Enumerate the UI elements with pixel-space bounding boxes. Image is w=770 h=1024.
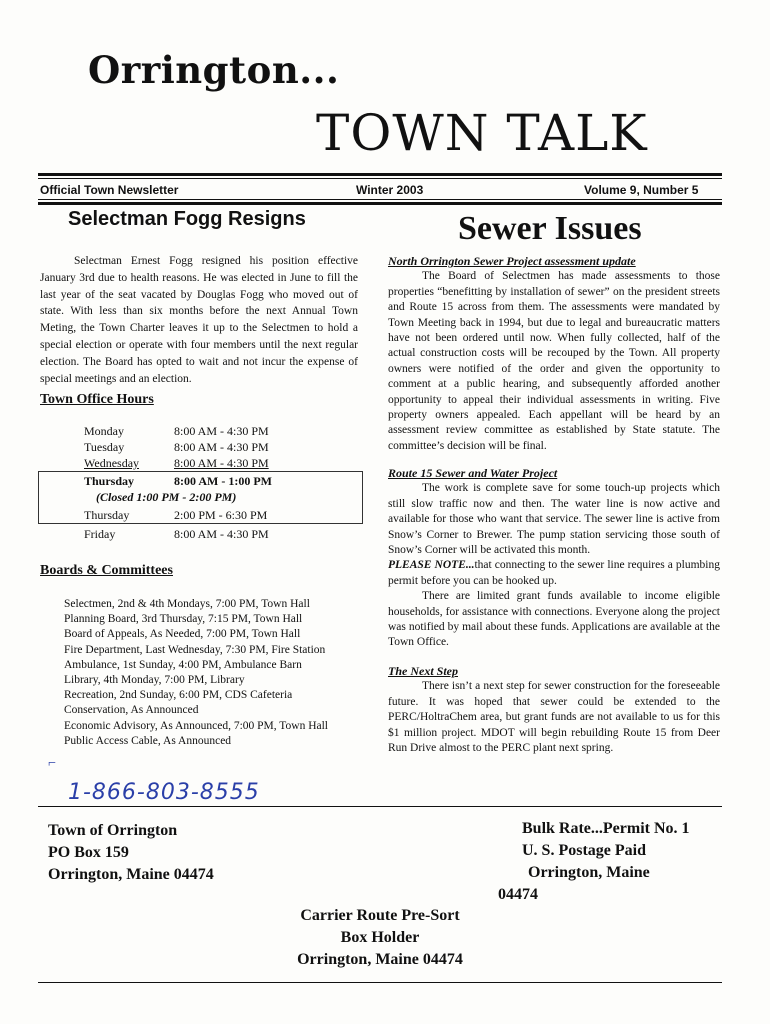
sewer-section-3 bbox=[388, 664, 720, 756]
please-note-paragraph bbox=[388, 558, 720, 589]
please-note-label: PLEASE NOTE... bbox=[388, 559, 475, 572]
handwritten-phone-number: 1-866-803-8555 bbox=[68, 780, 260, 805]
recipient-line: Orrington, Maine 04474 bbox=[297, 951, 463, 968]
recipient-address bbox=[240, 905, 520, 971]
left-article-title: Selectman Fogg Resigns bbox=[68, 208, 306, 230]
boards-heading: Boards & Committees bbox=[40, 563, 173, 578]
board-item: Fire Department, Last Wednesday, 7:30 PM, Fire Station bbox=[64, 643, 326, 656]
board-item: Recreation, 2nd Sunday, 6:00 PM, CDS Cafeteria bbox=[64, 689, 293, 702]
section-paragraph: The work is complete save for some touch-up projects which still slow traffic now and then. The water line is now active and available for those who want that service. The sewer line is active from Snow’s Corner to Brewer. The pump station servicing those south of Snow’s Corner will be activated this month. bbox=[388, 482, 720, 557]
issue-volume: Volume 9, Number 5 bbox=[584, 183, 699, 197]
top-rule-thin bbox=[38, 178, 722, 179]
hours-day: Wednesday bbox=[84, 456, 140, 470]
bar-rule bbox=[38, 202, 722, 205]
return-address-line: Orrington, Maine 04474 bbox=[48, 866, 214, 883]
hours-time: 8:00 AM - 4:30 PM bbox=[174, 440, 269, 454]
board-item: Conservation, As Announced bbox=[64, 704, 199, 717]
right-article-title: Sewer Issues bbox=[458, 210, 642, 247]
bar-rule-thin bbox=[38, 199, 722, 200]
hours-time: 2:00 PM - 6:30 PM bbox=[174, 508, 268, 522]
hours-time: 8:00 AM - 4:30 PM bbox=[174, 424, 269, 438]
hours-day: Thursday bbox=[84, 508, 130, 522]
hours-time: 8:00 AM - 4:30 PM bbox=[174, 456, 269, 470]
board-item: Ambulance, 1st Sunday, 4:00 PM, Ambulance Barn bbox=[64, 658, 302, 671]
section-heading: Route 15 Sewer and Water Project bbox=[388, 466, 558, 480]
section-paragraph: There isn’t a next step for sewer construction for the foreseeable future. It was hoped that sewer could be extended to the PERC/HoltraChem area, but grant funds are not available to us for this $1 million project. MDOT will begin rebuilding Route 15 from Deer Run Drive almost to the PERC plant next spring. bbox=[388, 680, 720, 755]
sewer-section-1 bbox=[388, 254, 720, 454]
section-paragraph: The Board of Selectmen has made assessments to those properties “benefitting by installation of sewer” on the president streets and Route 15 across from them. The assessments were mandated by Town Meeting back in 1994, but due to legal and bureaucratic matters have not been ordered until now. When fully collected, half of the actual construction costs will be recouped by the Town. All property owners were notified of the order and given the opportunity to comment at a public hearing, and subsequently afforded another opportunity to appeal their individual assessments in writing. Five property owners appealed. Each appellant will be heard by an assessment review committee as established by State statute. The committee’s decision will be final. bbox=[388, 270, 720, 452]
issue-season: Winter 2003 bbox=[356, 183, 424, 197]
hours-day: Thursday bbox=[84, 474, 135, 488]
hours-closed-note: (Closed 1:00 PM - 2:00 PM) bbox=[96, 490, 237, 504]
postage-line: 04474 bbox=[498, 886, 538, 903]
sewer-section-2 bbox=[388, 466, 720, 651]
recipient-line: Carrier Route Pre-Sort bbox=[300, 907, 460, 924]
section-heading: The Next Step bbox=[388, 664, 458, 678]
left-article-body bbox=[40, 253, 358, 387]
section-paragraph: There are limited grant funds available to income eligible households, for assistance with connections. Everyone along the project was notified by mail about these funds. Applications are available at the Town Office. bbox=[388, 590, 720, 649]
pen-mark: ⌐ bbox=[48, 756, 56, 771]
board-item: Planning Board, 3rd Thursday, 7:15 PM, Town Hall bbox=[64, 613, 303, 626]
postage-indicia bbox=[498, 818, 690, 906]
board-item: Board of Appeals, As Needed, 7:00 PM, Town Hall bbox=[64, 628, 301, 641]
board-item: Library, 4th Monday, 7:00 PM, Library bbox=[64, 674, 245, 687]
postage-line: Bulk Rate...Permit No. 1 bbox=[522, 820, 690, 837]
hours-day: Friday bbox=[84, 527, 116, 541]
postage-line: Orrington, Maine bbox=[528, 864, 650, 881]
board-item: Public Access Cable, As Announced bbox=[64, 734, 232, 747]
hours-time: 8:00 AM - 1:00 PM bbox=[174, 474, 272, 488]
return-address bbox=[48, 820, 214, 886]
office-hours-heading: Town Office Hours bbox=[40, 392, 154, 407]
board-item: Economic Advisory, As Announced, 7:00 PM, Town Hall bbox=[64, 719, 329, 732]
boards-list bbox=[64, 597, 328, 749]
masthead-title-town-talk: TOWN TALK bbox=[316, 104, 648, 162]
please-note-text: that connecting to the sewer line requires a plumbing permit before you can be hooked up. bbox=[388, 559, 721, 587]
hours-time: 8:00 AM - 4:30 PM bbox=[174, 527, 269, 541]
masthead-title-orrington: Orrington... bbox=[88, 48, 340, 92]
mailing-top-rule bbox=[38, 806, 722, 807]
hours-day: Monday bbox=[84, 424, 124, 438]
recipient-line: Box Holder bbox=[340, 929, 420, 946]
return-address-line: PO Box 159 bbox=[48, 844, 129, 861]
left-article-paragraph: Selectman Ernest Fogg resigned his position effective January 3rd due to health reasons. He was elected in June to fill the last year of the seat vacated by Douglas Fogg who moved out of state. With less than six months before the next Annual Town Meting, the Town Charter leaves it up to the Selectmen to hold a special election or operate with four members until the next regular election. The Board has opted to wait and not incur the expense of special meetings and an election. bbox=[40, 255, 358, 385]
info-bar bbox=[40, 181, 722, 199]
board-item: Selectmen, 2nd & 4th Mondays, 7:00 PM, Town Hall bbox=[64, 598, 310, 610]
return-address-line: Town of Orrington bbox=[48, 822, 178, 839]
postage-line: U. S. Postage Paid bbox=[522, 842, 646, 859]
newsletter-label: Official Town Newsletter bbox=[40, 183, 179, 197]
mailing-bottom-rule bbox=[38, 982, 722, 983]
hours-day: Tuesday bbox=[84, 440, 125, 454]
top-rule bbox=[38, 173, 722, 176]
section-heading: North Orrington Sewer Project assessment update bbox=[388, 254, 636, 268]
